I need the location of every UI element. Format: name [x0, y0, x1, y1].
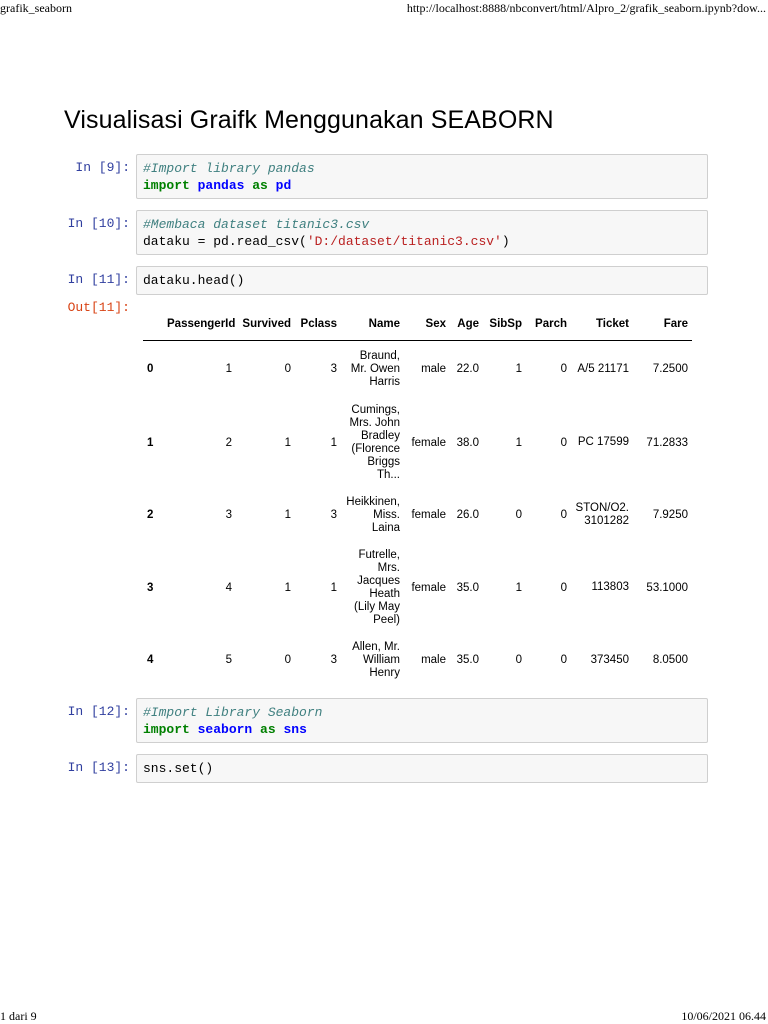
cell-sex: female: [411, 436, 446, 449]
code-comment: #Membaca dataset titanic3.csv: [143, 217, 370, 232]
code-text: sns.set(): [143, 761, 214, 776]
cell-sex: male: [421, 654, 446, 666]
output-prompt: Out[11]:: [67, 300, 130, 315]
cell-passengerid: 5: [225, 654, 232, 666]
cell-sex: female: [411, 581, 446, 594]
cell-survived: 1: [284, 581, 291, 594]
code-alias: sns: [283, 722, 307, 737]
cell-survived: 1: [284, 509, 291, 521]
cell-passengerid: 3: [225, 509, 232, 521]
column-header: Sex: [404, 308, 450, 341]
code-keyword: import: [143, 178, 190, 193]
cell-sibsp: 1: [515, 581, 522, 594]
code-text: ): [501, 234, 510, 249]
cell-pclass: 1: [330, 581, 337, 594]
cell-age: 22.0: [456, 363, 479, 376]
cell-passengerid: 2: [225, 436, 232, 449]
cell-passengerid: 1: [225, 363, 232, 376]
row-index: 3: [147, 581, 154, 594]
input-prompt: In [12]:: [67, 704, 130, 719]
code-comment: #Import Library Seaborn: [143, 705, 323, 720]
cell-sibsp: 0: [515, 509, 522, 521]
code-input-11[interactable]: [136, 266, 708, 295]
cell-sibsp: 1: [515, 436, 522, 449]
cell-sex: female: [411, 509, 446, 521]
code-module: seaborn: [197, 722, 253, 737]
code-input-13[interactable]: [136, 754, 708, 783]
dataframe-table: [143, 308, 692, 688]
print-header-title: grafik_seaborn: [0, 1, 72, 15]
cell-parch: 0: [560, 436, 567, 449]
input-prompt: In [10]:: [67, 216, 130, 231]
cell-sex: male: [421, 363, 446, 376]
page-counter: 1 dari 9: [0, 1009, 37, 1023]
cell-ticket: PC 17599: [577, 436, 629, 448]
cell-fare: 53.1000: [646, 581, 688, 594]
code-input-12[interactable]: [136, 698, 708, 743]
code-alias: pd: [275, 178, 292, 193]
cell-parch: 0: [560, 581, 567, 594]
cell-parch: 0: [560, 363, 567, 376]
cell-age: 26.0: [456, 509, 479, 521]
column-header: SibSp: [483, 308, 526, 341]
print-header-url: http://localhost:8888/nbconvert/html/Alpro_2/grafik_seaborn.ipynb?dow...: [406, 1, 766, 15]
table-row: [143, 341, 692, 398]
code-cell-13: [0, 754, 768, 784]
cell-ticket: STON/O2. 3101282: [575, 502, 629, 527]
table-row: [143, 633, 692, 688]
column-header: [143, 308, 163, 341]
print-header: [0, 0, 768, 18]
code-cell-9: [0, 154, 768, 200]
cell-sibsp: 1: [515, 363, 522, 376]
column-header: Ticket: [571, 308, 633, 341]
column-header: Fare: [633, 308, 692, 341]
cell-fare: 71.2833: [646, 436, 688, 449]
code-input-9[interactable]: [136, 154, 708, 199]
input-prompt: In [13]:: [67, 760, 130, 775]
input-prompt: In [9]:: [75, 160, 130, 175]
cell-fare: 7.2500: [652, 363, 688, 376]
print-footer: [0, 1008, 768, 1024]
cell-pclass: 3: [330, 654, 337, 666]
cell-name: Cumings, Mrs. John Bradley (Florence Briggs Th...: [349, 403, 400, 481]
cell-fare: 8.0500: [652, 654, 688, 666]
table-header-row: [143, 308, 692, 341]
cell-parch: 0: [560, 509, 567, 521]
cell-parch: 0: [560, 654, 567, 666]
cell-pclass: 3: [330, 509, 337, 521]
cell-ticket: 113803: [591, 581, 629, 593]
cell-sibsp: 0: [515, 654, 522, 666]
table-row: [143, 398, 692, 488]
code-keyword: import: [143, 722, 190, 737]
cell-name: Allen, Mr. William Henry: [352, 640, 400, 679]
code-keyword: as: [260, 722, 276, 737]
code-keyword: as: [252, 178, 268, 193]
column-header: Name: [341, 308, 404, 341]
column-header: Survived: [236, 308, 295, 341]
column-header: Pclass: [295, 308, 341, 341]
page-title: Visualisasi Graifk Menggunakan SEABORN: [64, 106, 554, 134]
cell-name: Futrelle, Mrs. Jacques Heath (Lily May Peel): [353, 548, 400, 626]
table-row: [143, 543, 692, 633]
code-cell-11: [0, 266, 768, 296]
input-prompt: In [11]:: [67, 272, 130, 287]
code-text: dataku = pd.read_csv(: [143, 234, 307, 249]
code-text: dataku.head(): [143, 273, 245, 288]
table-row: [143, 488, 692, 543]
cell-survived: 1: [284, 436, 291, 449]
cell-name: Braund, Mr. Owen Harris: [350, 349, 400, 388]
cell-age: 35.0: [456, 654, 479, 666]
row-index: 1: [147, 436, 154, 449]
code-cell-12: [0, 698, 768, 744]
cell-ticket: A/5 21171: [577, 362, 629, 375]
column-header: Age: [450, 308, 483, 341]
cell-name: Heikkinen, Miss. Laina: [346, 495, 400, 534]
cell-age: 38.0: [456, 436, 479, 449]
cell-survived: 0: [284, 363, 291, 376]
column-header: PassengerId: [163, 308, 236, 341]
code-cell-10: [0, 210, 768, 256]
code-module: pandas: [197, 178, 245, 193]
row-index: 4: [147, 654, 154, 666]
code-comment: #Import library pandas: [143, 161, 315, 176]
cell-fare: 7.9250: [652, 509, 688, 521]
cell-pclass: 3: [330, 363, 337, 376]
cell-passengerid: 4: [225, 581, 232, 594]
print-timestamp: 10/06/2021 06.44: [681, 1009, 766, 1023]
column-header: Parch: [526, 308, 571, 341]
cell-age: 35.0: [456, 581, 479, 594]
cell-pclass: 1: [330, 436, 337, 449]
cell-survived: 0: [284, 654, 291, 666]
code-string: 'D:/dataset/titanic3.csv': [306, 234, 502, 249]
cell-ticket: 373450: [590, 653, 629, 666]
code-input-10[interactable]: [136, 210, 708, 255]
row-index: 0: [147, 363, 154, 376]
row-index: 2: [147, 509, 154, 521]
